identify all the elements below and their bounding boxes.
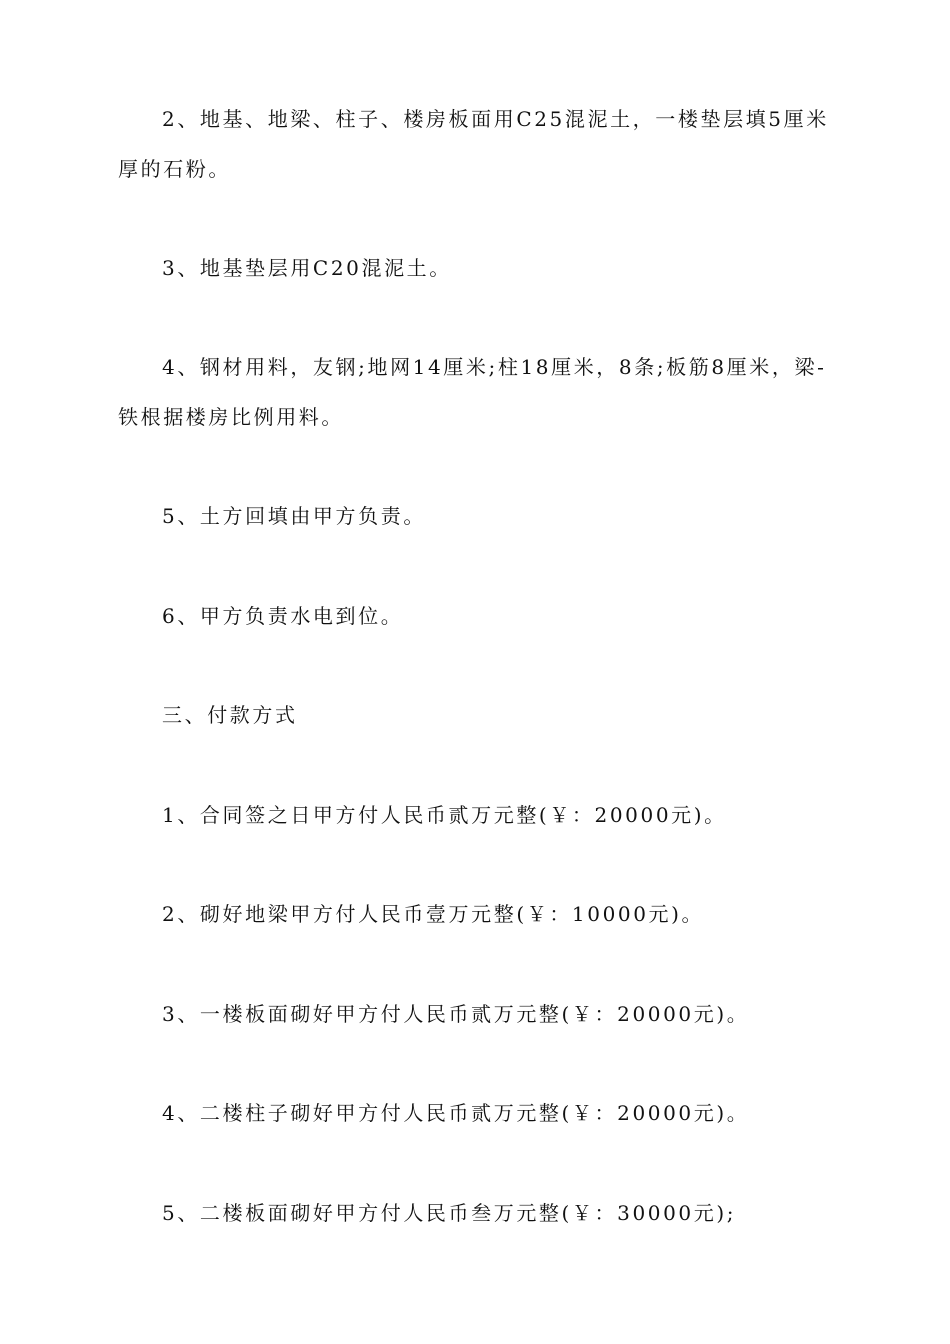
paragraph-3-foundation-cushion: 3、地基垫层用C20混泥土。: [162, 256, 452, 280]
payment-item-2: 2、砌好地梁甲方付人民币壹万元整(￥：10000元)。: [162, 902, 705, 926]
payment-item-3: 3、一楼板面砌好甲方付人民币贰万元整(￥：20000元)。: [162, 1002, 750, 1026]
payment-item-5: 5、二楼板面砌好甲方付人民币叁万元整(￥：30000元);: [162, 1201, 737, 1225]
paragraph-6-water-electricity: 6、甲方负责水电到位。: [162, 604, 404, 628]
payment-item-1: 1、合同签之日甲方付人民币贰万元整(￥：20000元)。: [162, 803, 727, 827]
paragraph-5-earthwork: 5、土方回填由甲方负责。: [162, 504, 426, 528]
payment-item-4: 4、二楼柱子砌好甲方付人民币贰万元整(￥：20000元)。: [162, 1101, 750, 1125]
paragraph-2-foundation-materials: 2、地基、地梁、柱子、楼房板面用C25混泥土，一楼垫层填5厘米厚的石粉。: [118, 107, 829, 181]
paragraph-4-steel-materials: 4、钢材用料，友钢;地网14厘米;柱18厘米，8条;板筋8厘米，梁-铁根据楼房比例用料。: [118, 355, 827, 429]
section-heading-payment-method: 三、付款方式: [162, 703, 298, 727]
